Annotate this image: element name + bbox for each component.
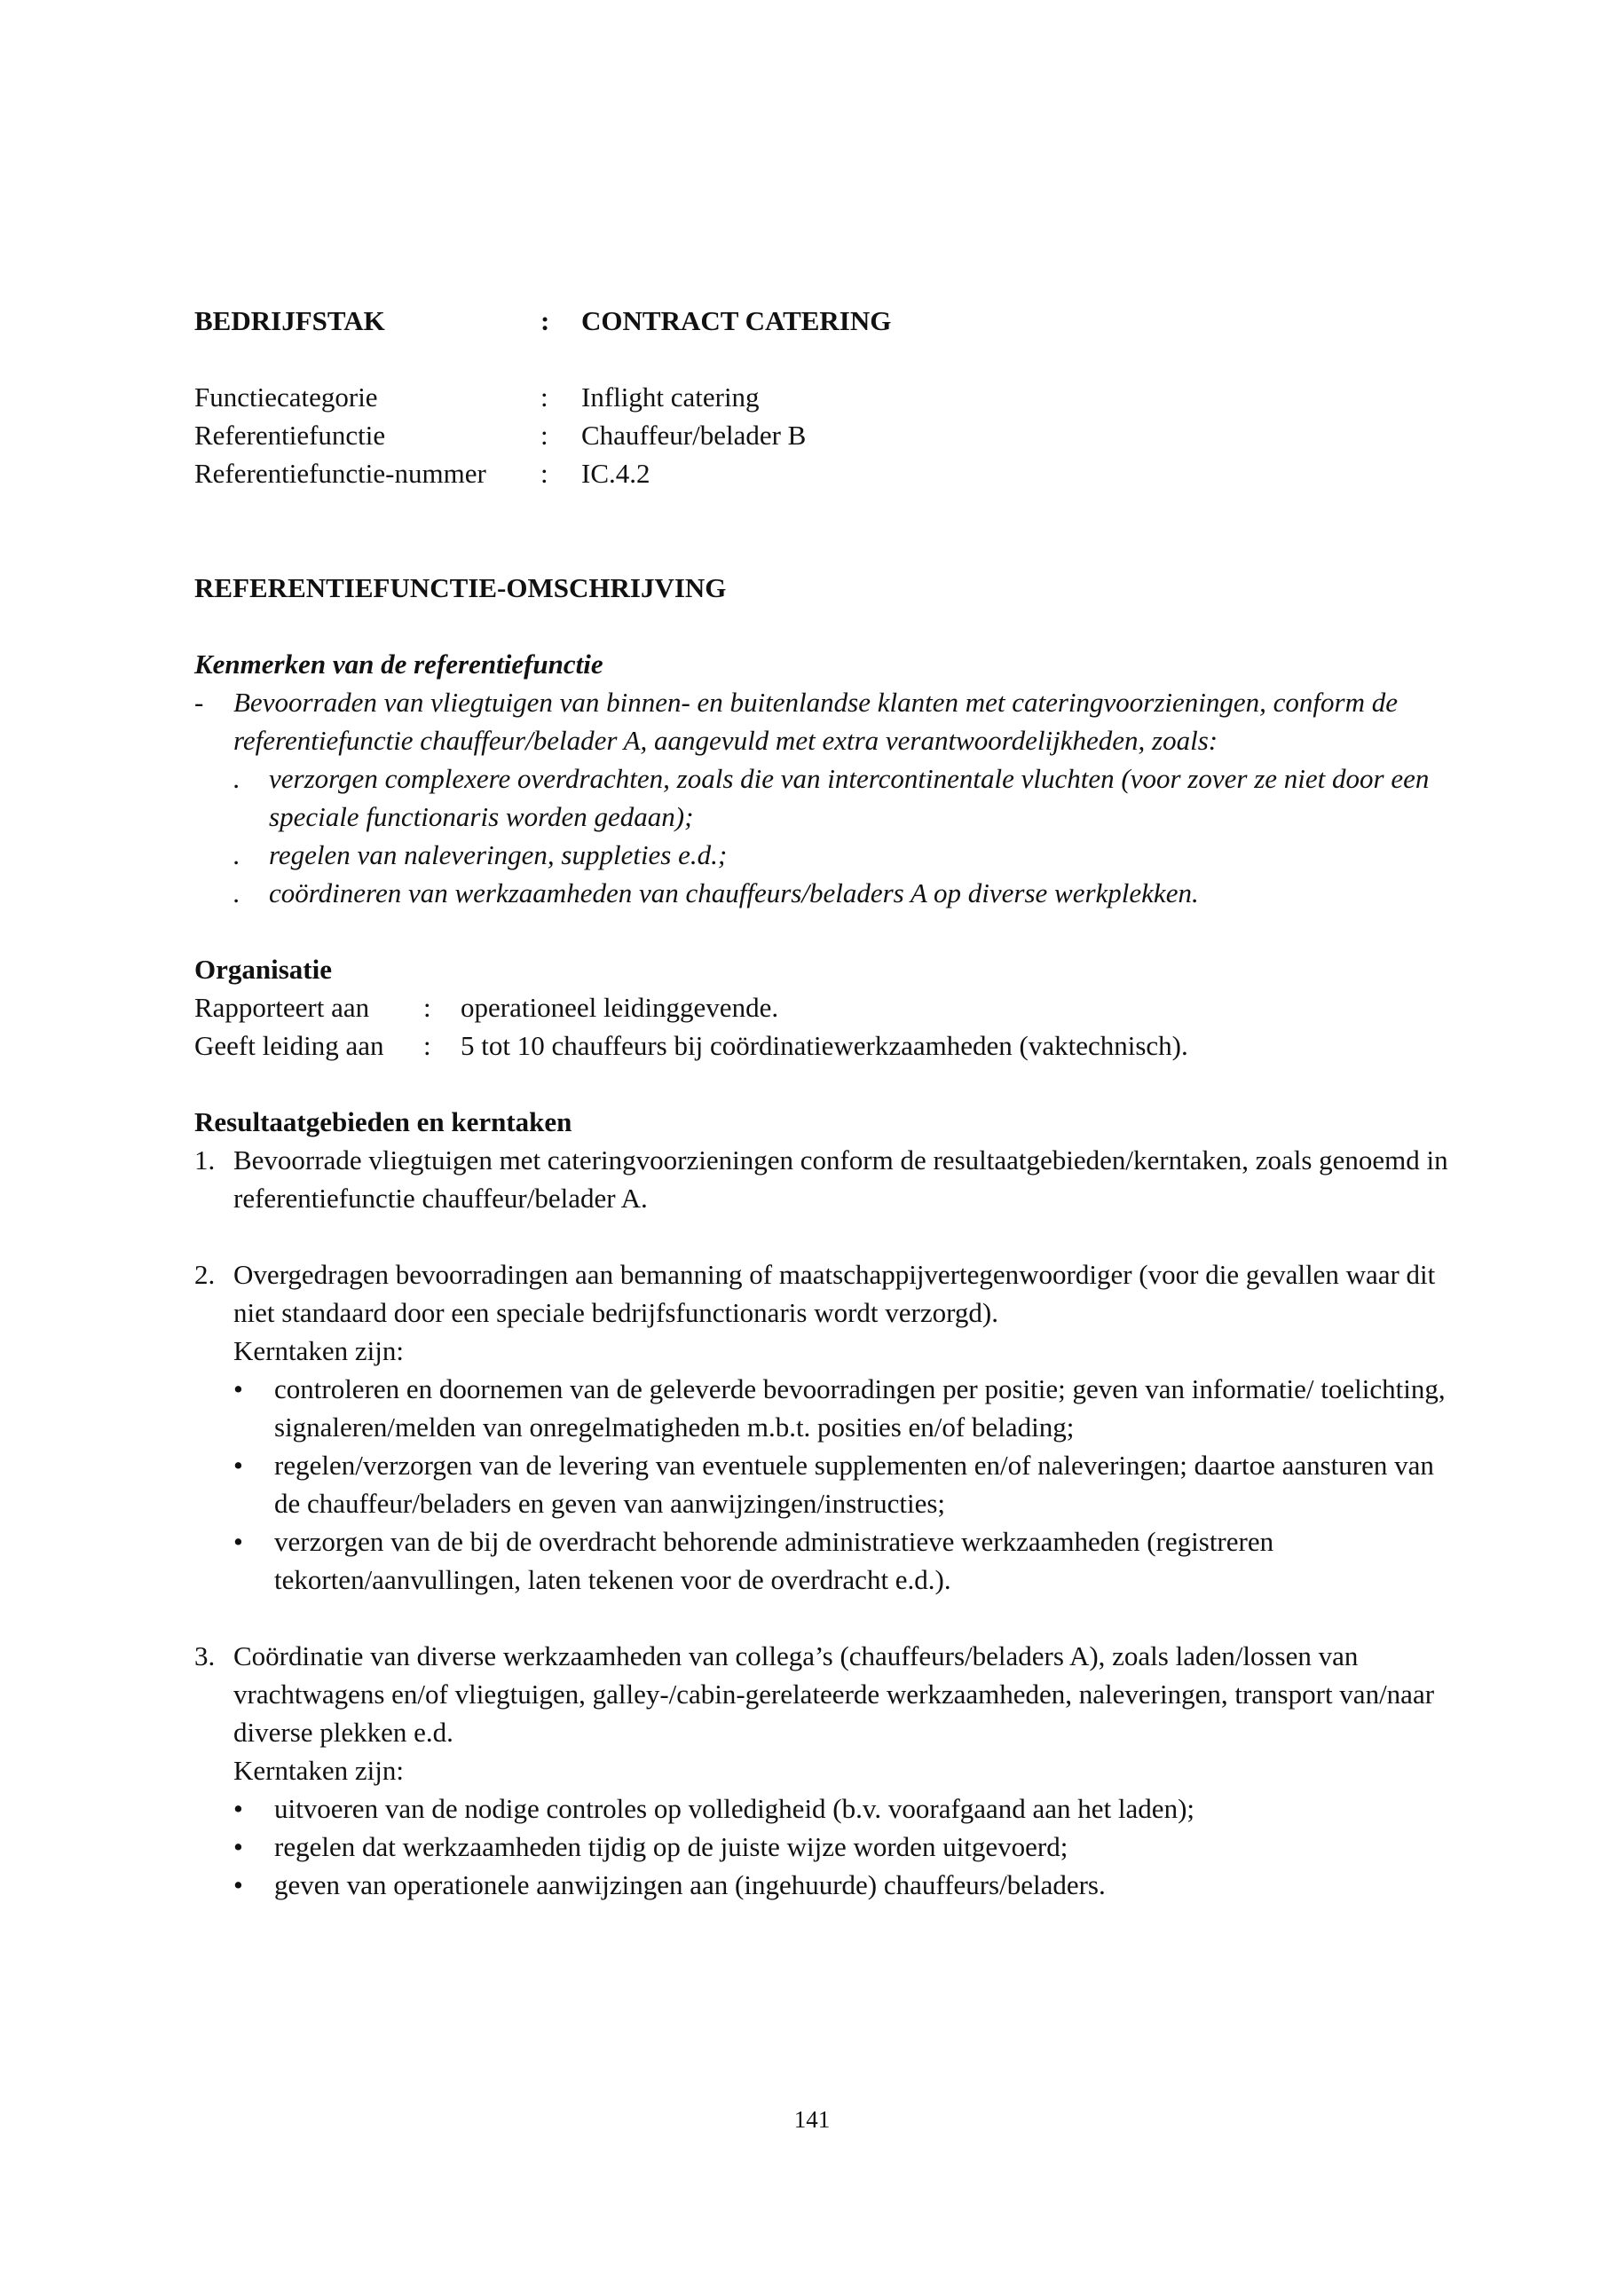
task-text: verzorgen van de bij de overdracht behorende administratieve werkzaamheden (registreren tekorten/aanvullingen, laten tekenen voor de overdracht e.d.). [274, 1526, 1274, 1595]
tasks-label: Kerntaken zijn: [233, 1335, 404, 1366]
separator: : [423, 1030, 431, 1061]
area-text: Bevoorrade vliegtuigen met cateringvoorzieningen conform de resultaatgebieden/kerntaken, zoals genoemd in referentiefunctie chauffeur/belader A. [233, 1144, 1448, 1214]
reports-to-row [194, 988, 1455, 1026]
task-text: uitvoeren van de nodige controles op volledigheid (b.v. voorafgaand aan het laden); [274, 1793, 1195, 1824]
dot-marker: . [233, 763, 240, 794]
task-text: regelen/verzorgen van de levering van eventuele supplementen en/of naleveringen; daartoe aansturen van de chauffeur/beladers en geven van aanwijzingen/instructies; [274, 1450, 1434, 1519]
result-area-1 [194, 1141, 1455, 1217]
characteristic-text: verzorgen complexere overdrachten, zoals die van intercontinentale vluchten (voor zover ze niet door een speciale functionaris worden gedaan); [269, 763, 1430, 832]
reference-number-row [194, 454, 1455, 492]
task-text: geven van operationele aanwijzingen aan (ingehuurde) chauffeurs/beladers. [274, 1869, 1106, 1900]
function-category-row [194, 378, 1455, 416]
organisation-heading: Organisatie [194, 954, 332, 985]
dot-marker: . [233, 877, 240, 908]
bullet-marker: • [233, 1450, 243, 1481]
list-item [233, 1446, 1455, 1522]
result-area-2 [194, 1255, 1455, 1332]
task-text: controleren en doornemen van de geleverde bevoorradingen per positie; geven van informatie/ toelichting, signaleren/melden van onregelmatigheden m.b.t. posities en/of belading; [274, 1373, 1446, 1443]
area-number: 1. [194, 1144, 216, 1176]
list-item [233, 1789, 1455, 1828]
sector-row [194, 302, 1455, 340]
manages-label: Geeft leiding aan [194, 1030, 384, 1061]
bullet-marker: • [233, 1869, 243, 1900]
results-heading: Resultaatgebieden en kerntaken [194, 1106, 572, 1137]
list-item [233, 1370, 1455, 1446]
reports-to-label: Rapporteert aan [194, 992, 370, 1023]
area-number: 3. [194, 1640, 216, 1671]
separator: : [423, 992, 431, 1023]
manages-row [194, 1026, 1455, 1065]
reference-number-value: IC.4.2 [581, 458, 650, 489]
page-number: 141 [793, 2106, 831, 2133]
reports-to-value: operationeel leidinggevende. [461, 992, 779, 1023]
bullet-marker: • [233, 1793, 243, 1824]
result-area-3 [194, 1637, 1455, 1751]
characteristic-text: coördineren van werkzaamheden van chauffeurs/beladers A op diverse werkplekken. [269, 877, 1199, 908]
list-item [233, 1828, 1455, 1866]
area-text: Coördinatie van diverse werkzaamheden van collega’s (chauffeurs/beladers A), zoals laden/lossen van vrachtwagens en/of vliegtuigen, galley-/cabin-gerelateerde werkzaamheden, naleveringen, transport van/naar diverse plekken e.d. [233, 1640, 1435, 1748]
reference-number-label: Referentiefunctie-nummer [194, 458, 486, 489]
characteristics-intro: Bevoorraden van vliegtuigen van binnen- en buitenlandse klanten met cateringvoorzieningen, conform de referentiefunctie chauffeur/belader A, aangevuld met extra verantwoordelijkheden, zoals: [233, 687, 1398, 756]
area-text: Overgedragen bevoorradingen aan bemanning of maatschappijvertegenwoordiger (voor die gevallen waar dit niet standaard door een speciale bedrijfsfunctionaris wordt verzorgd). [233, 1259, 1436, 1328]
tasks-label: Kerntaken zijn: [233, 1755, 404, 1786]
page-content [194, 302, 1455, 1904]
bullet-marker: • [233, 1831, 243, 1862]
manages-value: 5 tot 10 chauffeurs bij coördinatiewerkzaamheden (vaktechnisch). [461, 1030, 1188, 1061]
list-item [233, 836, 1455, 874]
separator: : [540, 458, 548, 489]
description-title: REFERENTIEFUNCTIE-OMSCHRIJVING [194, 572, 727, 603]
sector-value: CONTRACT CATERING [581, 305, 892, 336]
task-text: regelen dat werkzaamheden tijdig op de juiste wijze worden uitgevoerd; [274, 1831, 1068, 1862]
bullet-marker: • [233, 1526, 243, 1557]
list-item [233, 1522, 1455, 1599]
function-category-label: Functiecategorie [194, 381, 378, 413]
dot-marker: . [233, 839, 240, 870]
separator: : [540, 381, 548, 413]
characteristics-heading: Kenmerken van de referentiefunctie [194, 649, 603, 680]
separator: : [540, 420, 548, 451]
sector-label: BEDRIJFSTAK [194, 305, 385, 336]
list-item [194, 683, 1455, 759]
function-category-value: Inflight catering [581, 381, 760, 413]
reference-function-row [194, 416, 1455, 454]
list-item [233, 874, 1455, 912]
list-item [233, 759, 1455, 836]
list-item [233, 1866, 1455, 1904]
reference-function-label: Referentiefunctie [194, 420, 386, 451]
reference-function-value: Chauffeur/belader B [581, 420, 807, 451]
separator: : [540, 305, 550, 336]
bullet-marker: • [233, 1373, 243, 1404]
area-number: 2. [194, 1259, 216, 1290]
characteristic-text: regelen van naleveringen, suppleties e.d.; [269, 839, 728, 870]
dash-marker: - [194, 687, 204, 718]
characteristics-list [194, 683, 1455, 912]
